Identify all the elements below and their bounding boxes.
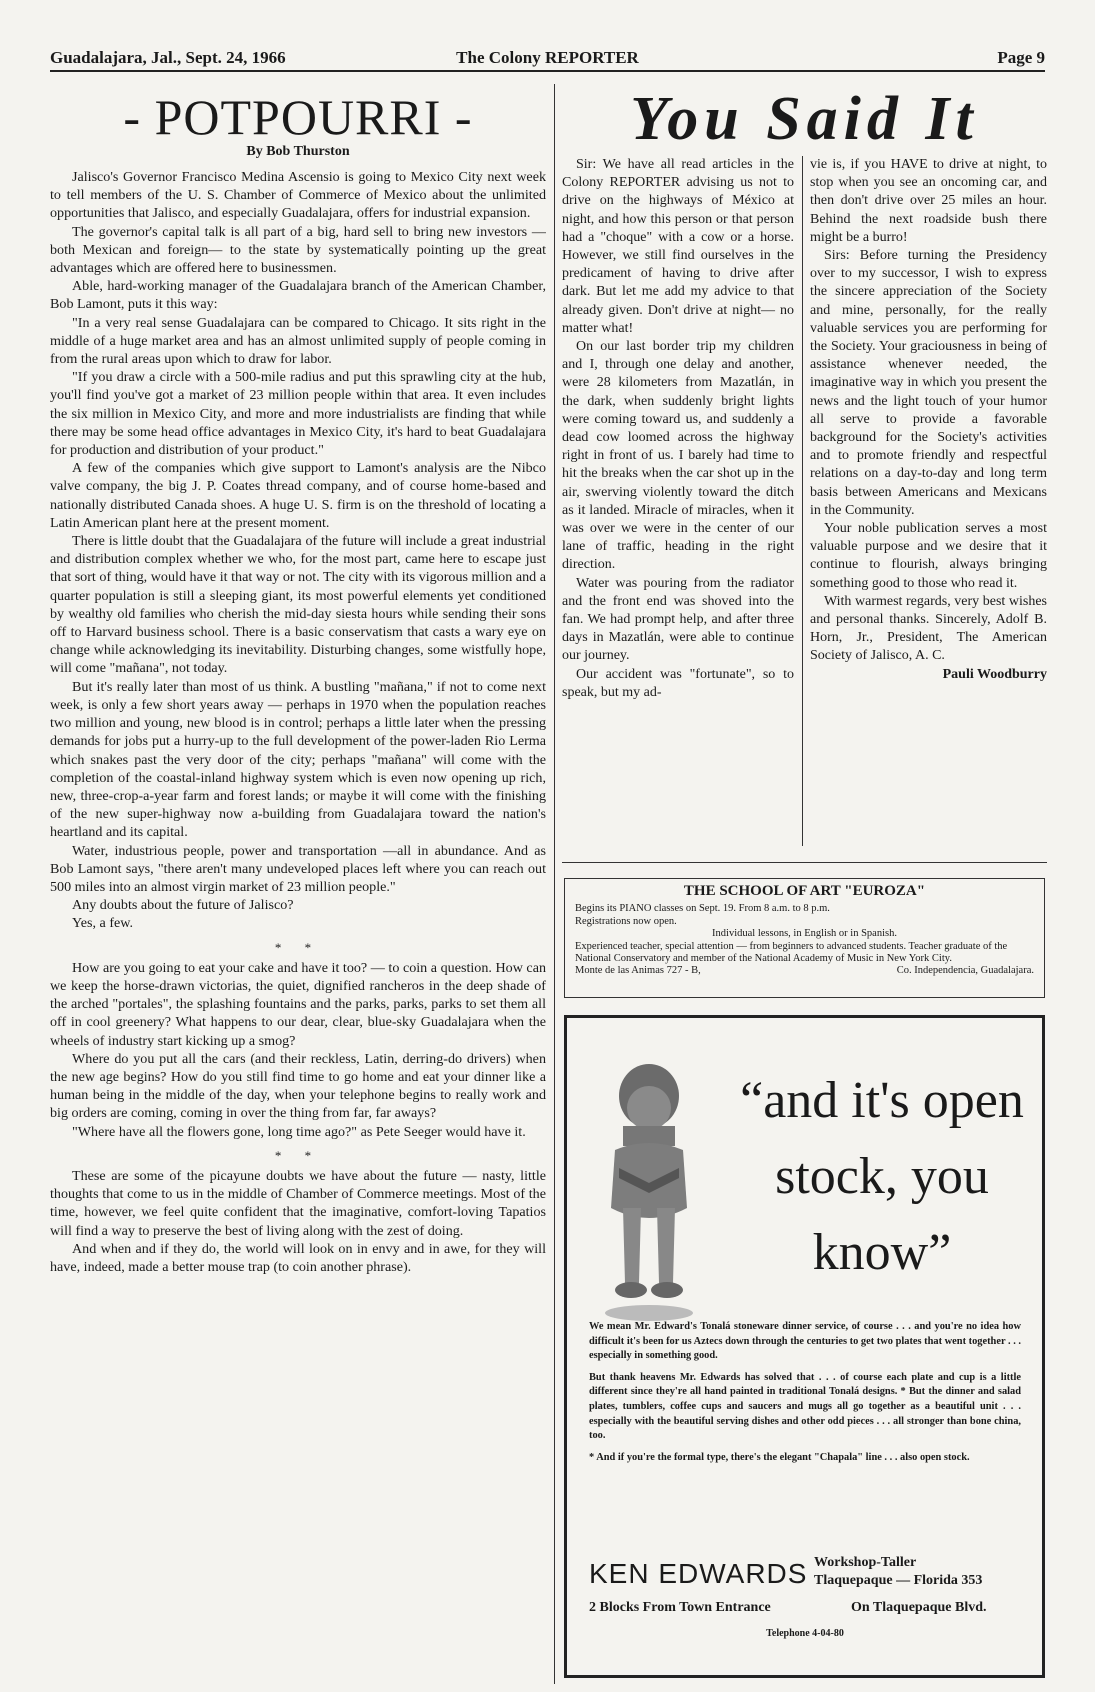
- letter-signature: Pauli Woodburry: [942, 666, 1047, 682]
- letter-paragraph: On our last border trip my children and I, through one delay and another, were 28 kilometers from Mazatlán, in the dark, when suddenly bright lights were coming toward us, and suddenly a dead cow loomed across the highway right in front of us. I barely had time to hit the breaks when the car shot up in the air, swerving violently toward the ditch as it landed. Miracle of miracles, when it was over we were in the center of our lane of traffic, heading in the right direction.: [562, 339, 794, 573]
- letter-paragraph: Water was pouring from the radiator and the front end was shoved into the fan. We had prompt help, and after three days in Mazatlán, were able to continue our journey.: [562, 575, 794, 664]
- telephone: Telephone 4-04-80: [766, 1628, 844, 1639]
- letters-col-1: [562, 156, 794, 702]
- section-rule: [562, 862, 1047, 863]
- letters: [562, 156, 1047, 856]
- ad-paragraph: * And if you're the formal type, there's the elegant "Chapala" line . . . also open stock.: [589, 1451, 970, 1463]
- paragraph: The governor's capital talk is all part of a big, hard sell to bring new investors — both Mexican and foreign— to the state by systematically pointing up the great advantages which are offered here to businessmen.: [50, 223, 546, 277]
- euroza-line: Begins its PIANO classes on Sept. 19. From 8 a.m. to 8 p.m.: [575, 903, 830, 915]
- paragraph: Able, hard-working manager of the Guadalajara branch of the American Chamber, Bob Lamont, puts it this way:: [50, 278, 546, 313]
- euroza-address-street: Monte de las Animas 727 - B,: [575, 965, 701, 977]
- potpourri-article: [50, 168, 546, 1276]
- brand-name: KEN EDWARDS: [589, 1558, 808, 1589]
- workshop-label: Workshop-Taller: [814, 1555, 917, 1570]
- newspaper-name: The Colony REPORTER: [456, 48, 639, 67]
- boulevard: On Tlaquepaque Blvd.: [851, 1600, 987, 1615]
- paragraph: These are some of the picayune doubts we have about the future — nasty, little thoughts that come to us in the middle of Chamber of Commerce meetings. Most of the time, however, we feel quite confident that the imaginative, comfort-loving Tapatios will find a way to preserve the best of living along with the zest of doing.: [50, 1167, 546, 1239]
- paragraph: Water, industrious people, power and transportation —all in abundance. And as Bob Lamont says, "there aren't many undeveloped places left where you can reach out 500 miles into an almost virgin market of 23 million people.": [50, 842, 546, 895]
- letter-paragraph: Your noble publication serves a most valuable purpose and we desire that it continue to flourish, always bringing something good to those who read it.: [810, 521, 1047, 591]
- paragraph: How are you going to eat your cake and have it too? — to coin a question. How can we keep the horse-drawn victorias, the quiet, dignified rancheros in the deep shade of the arched "portales", the splashing fountains and the parks, parks, parks to set them all off in cool greenery? What happens to our dear, clear, blue-sky Guadalajara when the wheels of industry start kicking up a smog?: [50, 959, 546, 1049]
- paragraph: Yes, a few.: [72, 915, 134, 932]
- you-said-it-column: [562, 84, 1047, 856]
- section-separator: * *: [274, 1147, 322, 1163]
- paragraph: Jalisco's Governor Francisco Medina Ascensio is going to Mexico City next week to tell members of the U. S. Chamber of Commerce of Mexico about the unlimited opportunities that Jalisco, and especially Guadalajara, offers for industrial expansion.: [50, 169, 546, 222]
- euroza-ad: [564, 878, 1045, 998]
- letter-paragraph: vie is, if you HAVE to drive at night, to stop when you see an oncoming car, and then don't drive over 25 miles an hour. Behind the next roadside bush there might be a burro!: [810, 157, 1047, 245]
- potpourri-column: [50, 84, 546, 1674]
- directions: 2 Blocks From Town Entrance: [589, 1600, 771, 1615]
- paragraph: And when and if they do, the world will look on in envy and in awe, for they will have, indeed, made a better mouse trap (to coin another phrase).: [50, 1240, 546, 1275]
- letter-paragraph: Our accident was "fortunate", so to speak, but my ad-: [562, 666, 794, 700]
- letter-paragraph: Sirs: Before turning the Presidency over to my successor, I wish to express the sincere appreciation of the Society and mine, personally, for the really valuable services you are performing for the Society. Your graciousness in being of assistance whenever needed, the imaginative way in which you present the news and the light touch of your humor all serve to provide a favorable background for the Society's activities and to promote friendly and respectful relations on a day-to-day and long term basis between Americans and Mexicans in the Community.: [810, 248, 1047, 518]
- ad-paragraph: We mean Mr. Edward's Tonalá stoneware dinner service, of course . . . and you're no idea how difficult it's been for us Aztecs down through the centuries to get two plates that went together . . . especially in something good.: [589, 1321, 1021, 1362]
- euroza-line: Experienced teacher, special attention — from beginners to advanced students. Teacher graduate of the National Conservatory and member of the National Academy of Music in New York City.: [575, 940, 1008, 965]
- letter-paragraph: With warmest regards, very best wishes and personal thanks. Sincerely, Adolf B. Horn, Jr., President, The American Society of Jalisco, A. C.: [810, 593, 1047, 664]
- potpourri-title: - POTPOURRI -: [123, 89, 473, 145]
- paragraph: Where do you put all the cars (and their reckless, Latin, derring-do drivers) when the new age begins? How do you still find time to go home and eat your dinner like a human being in the middle of the day, when your telephone begins to really work and big orders are coming, coming in over the thing from far, far aways?: [50, 1050, 546, 1122]
- euroza-address: [575, 965, 1034, 977]
- aztec-figure-illustration: [589, 1058, 709, 1328]
- euroza-line: Registrations now open.: [575, 915, 677, 927]
- page-number: Page 9: [997, 48, 1045, 67]
- workshop-address: [814, 1554, 982, 1590]
- paragraph: But it's really later than most of us think. A bustling "mañana," if not to come next week, is only a few short years away — perhaps in 1970 when the population reaches two million and young, new blood is in control; perhaps a little later when the pressing demands for jobs put a hurry-up to the full development of the power-laden Rio Lerma which snakes past the very door of the city; perhaps "mañana" will come with the completion of the coastal-inland highway system which is even now opening up rich, new, three-crop-a-year farm and forest lands; or maybe it will come with the finishing of the new super-highway now a-building from Guadalajara toward the nation's heartland and its capital.: [50, 678, 546, 841]
- letter-paragraph: Sir: We have all read articles in the Colony REPORTER advising us not to drive on the highways of México at night, and how this person or that person had a "choque" with a cow or a horse. However, we still find ourselves in the predicament of having to drive after dark. But let me add my advice to that already given. Don't drive at night— no matter what!: [562, 157, 794, 336]
- ken-edwards-ad: [564, 1015, 1045, 1678]
- paragraph: There is little doubt that the Guadalajara of the future will include a great industrial and distribution complex whether we who, for the most part, came here to escape just that sort of thing, would have it that way or not. The city with its vigorous million and a quarter population is still a sleeping giant, its most powerful elements yet conditioned by wealthy old families who cherish the mid-day siesta hours while sending their sons off to Harvard business school. There is a basic conservatism that casts a wary eye on change while acknowledging its inevitability. Disturbing changes, some wistfully hope, will come "mañana", not today.: [50, 533, 546, 677]
- paragraph: "In a very real sense Guadalajara can be compared to Chicago. It sits right in the middle of a huge market area and has an almost unlimited supply of people coming in from the rural areas upon which to draw for labor.: [50, 314, 546, 368]
- section-separator: * *: [274, 939, 322, 955]
- ad-body: [589, 1320, 1021, 1472]
- letters-col-2: [810, 156, 1047, 684]
- you-said-it-title: You Said It: [630, 85, 979, 153]
- paragraph: "If you draw a circle with a 500-mile radius and put this sprawling city at the hub, you'll find you've got a market of 23 million people within that area. It even includes the six million in Mexico City, and more and more industrialists are finding that while there may be some head office advantages in Mexico City, it's hard to beat Guadalajara for production and distribution of your product.": [50, 369, 546, 459]
- letters-divider: [802, 156, 803, 846]
- column-divider: [554, 84, 555, 1684]
- masthead: [50, 46, 1045, 72]
- paragraph: A few of the companies which give support to Lamont's analysis are the Nibco valve company, the big J. P. Coates thread company, and of course home-based and nationally distributed Canada shoes. A huge U. S. firm is on the threshold of locating a Latin American plant here at the present moment.: [50, 460, 546, 531]
- ad-paragraph: But thank heavens Mr. Edwards has solved that . . . of course each plate and cup is a little different since they're all hand painted in traditional Tonalá designs. * But the dinner and salad plates, tumblers, coffee cups and saucers and mugs all go together as a beautiful unit . . . especially with the beautiful serving dishes and other odd pieces . . . all stronger than bone china, too.: [589, 1371, 1021, 1442]
- ad-footer: [589, 1536, 1021, 1656]
- euroza-line: Individual lessons, in English or in Spanish.: [712, 928, 897, 940]
- byline: By Bob Thurston: [246, 144, 350, 159]
- workshop-street: Tlaquepaque — Florida 353: [814, 1573, 983, 1588]
- euroza-address-colony: Co. Independencia, Guadalajara.: [896, 965, 1034, 977]
- ad-headline: “and it's open stock, you know”: [740, 1072, 1024, 1281]
- paragraph: Any doubts about the future of Jalisco?: [72, 897, 294, 914]
- paragraph: "Where have all the flowers gone, long time ago?" as Pete Seeger would have it.: [72, 1123, 526, 1140]
- issue-date: Guadalajara, Jal., Sept. 24, 1966: [50, 48, 286, 67]
- euroza-title: THE SCHOOL OF ART "EUROZA": [683, 883, 926, 899]
